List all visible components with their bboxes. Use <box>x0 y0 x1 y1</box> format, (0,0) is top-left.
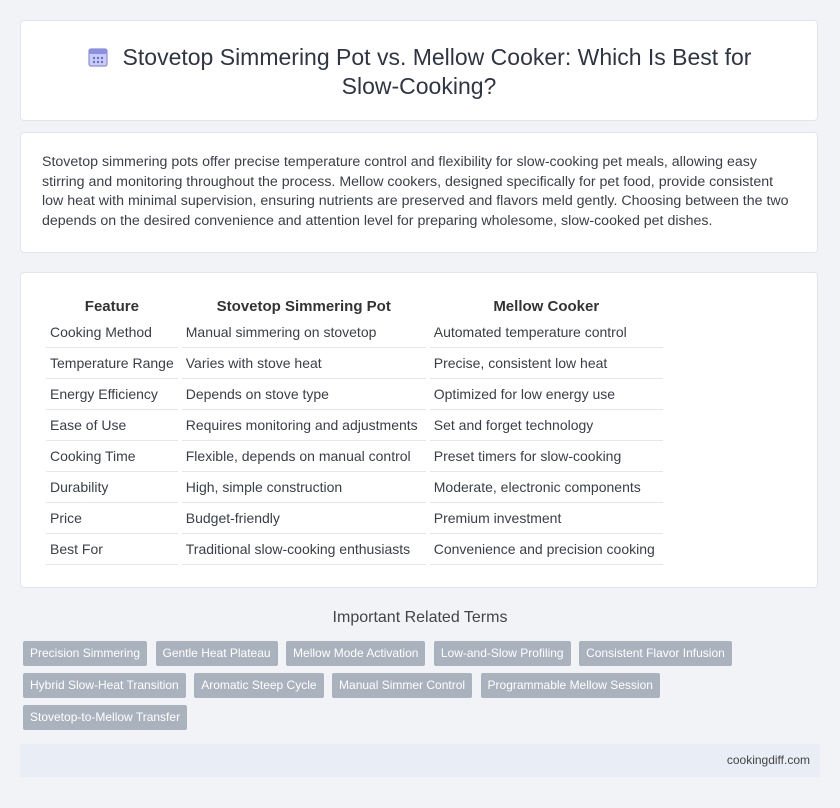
page-title: Stovetop Simmering Pot vs. Mellow Cooker: Which Is Best for Slow-Cooking? <box>122 44 752 99</box>
table-cell: Requires monitoring and adjustments <box>182 410 426 441</box>
related-term-tag[interactable]: Stovetop-to-Mellow Transfer <box>23 705 187 730</box>
table-header-row <box>46 295 663 317</box>
column-header: Mellow Cooker <box>493 297 600 315</box>
column-header: Stovetop Simmering Pot <box>216 297 391 315</box>
table-cell: Set and forget technology <box>430 410 663 441</box>
table-cell: Energy Efficiency <box>46 379 178 410</box>
table-row <box>46 534 663 565</box>
table-row <box>46 503 663 534</box>
table-cell: Optimized for low energy use <box>430 379 663 410</box>
table-cell: Ease of Use <box>46 410 178 441</box>
table-cell: Temperature Range <box>46 348 178 379</box>
related-term-tag[interactable]: Mellow Mode Activation <box>286 641 425 666</box>
table-cell: Best For <box>46 534 178 565</box>
table-cell: High, simple construction <box>182 472 426 503</box>
table-cell: Automated temperature control <box>430 317 663 348</box>
column-header: Feature <box>84 297 139 315</box>
table-cell: Premium investment <box>430 503 663 534</box>
table-cell: Cooking Time <box>46 441 178 472</box>
table-cell: Depends on stove type <box>182 379 426 410</box>
table-cell: Manual simmering on stovetop <box>182 317 426 348</box>
intro-card <box>20 132 818 253</box>
table-row <box>46 348 663 379</box>
related-term-tag[interactable]: Aromatic Steep Cycle <box>194 673 323 698</box>
intro-paragraph: Stovetop simmering pots offer precise temperature control and flexibility for slow-cooking pet meals, allowing easy stirring and monitoring throughout the process. Mellow cookers, designed specifically for pet food, provide consistent low heat with minimal supervision, ensuring nutrients are preserved and flavors meld gently. Choosing between the two depends on the desired convenience and attention level for preparing wholesome, slow-cooked pet dishes. <box>42 154 789 229</box>
related-term-tag[interactable]: Manual Simmer Control <box>332 673 472 698</box>
table-cell: Flexible, depends on manual control <box>182 441 426 472</box>
table-cell: Convenience and precision cooking <box>430 534 663 565</box>
related-term-tag[interactable]: Consistent Flavor Infusion <box>579 641 732 666</box>
footer <box>20 744 820 777</box>
related-terms-heading: Important Related Terms <box>332 609 508 626</box>
table-cell: Cooking Method <box>46 317 178 348</box>
calendar-icon <box>87 46 109 68</box>
related-term-tag[interactable]: Programmable Mellow Session <box>481 673 660 698</box>
table-cell: Budget-friendly <box>182 503 426 534</box>
comparison-table <box>42 295 667 565</box>
table-row <box>46 379 663 410</box>
table-row <box>46 472 663 503</box>
table-row <box>46 410 663 441</box>
related-term-tag[interactable]: Precision Simmering <box>23 641 147 666</box>
table-row <box>46 441 663 472</box>
table-cell: Precise, consistent low heat <box>430 348 663 379</box>
table-cell: Preset timers for slow-cooking <box>430 441 663 472</box>
related-terms-list <box>23 641 763 737</box>
related-term-tag[interactable]: Low-and-Slow Profiling <box>434 641 571 666</box>
table-cell: Moderate, electronic components <box>430 472 663 503</box>
table-cell: Durability <box>46 472 178 503</box>
table-row <box>46 317 663 348</box>
related-term-tag[interactable]: Gentle Heat Plateau <box>156 641 278 666</box>
table-cell: Varies with stove heat <box>182 348 426 379</box>
table-cell: Price <box>46 503 178 534</box>
site-link[interactable]: cookingdiff.com <box>726 753 810 767</box>
table-cell: Traditional slow-cooking enthusiasts <box>182 534 426 565</box>
comparison-card <box>20 272 818 588</box>
related-term-tag[interactable]: Hybrid Slow-Heat Transition <box>23 673 186 698</box>
header-card <box>20 20 818 121</box>
page-title-wrap <box>21 43 817 101</box>
